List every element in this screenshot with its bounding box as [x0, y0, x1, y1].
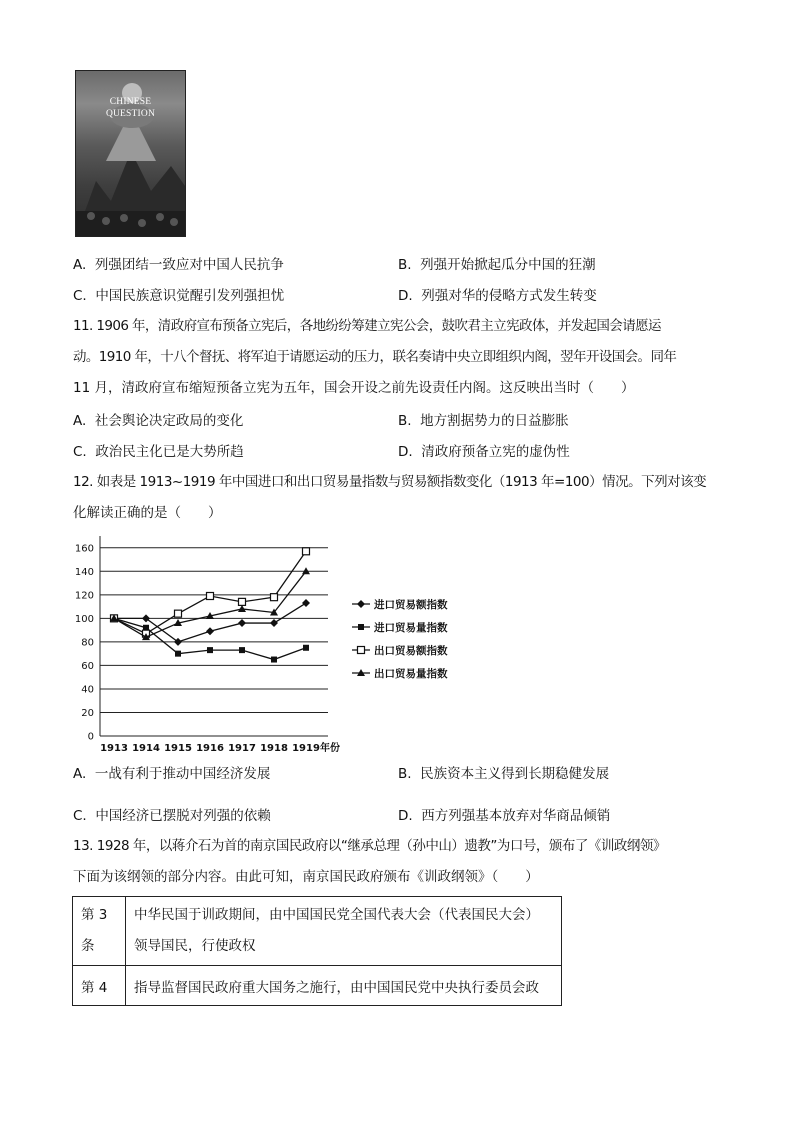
poster-caption-line-1: CHINESE [109, 97, 152, 107]
data-point [270, 619, 278, 627]
article-text-cell [126, 897, 562, 966]
y-tick-label: 0 [87, 731, 94, 743]
x-tick-label: 1916 [196, 743, 224, 754]
option-text: 列强对华的侵略方式发生转变 [421, 288, 597, 304]
legend-label: 出口贸易量指数 [374, 668, 448, 680]
data-point [271, 657, 277, 663]
q13-line-2: 下面为该纲领的部分内容。由此可知，南京国民政府颁布《训政纲领》（ ） [73, 869, 539, 885]
data-point [175, 610, 182, 617]
legend-label: 出口贸易额指数 [374, 645, 448, 657]
table-row [73, 897, 562, 966]
q13-stem [73, 831, 733, 893]
article-text-line: 中华民国于训政期间，由中国国民党全国代表大会（代表国民大会） [134, 907, 539, 923]
q12-line-1: 12. 如表是 1913~1919 年中国进口和出口贸易量指数与贸易额指数变化（1913 年=100）情况。下列对该变 [73, 474, 707, 490]
legend-marker [358, 624, 364, 630]
article-number-cell [73, 897, 126, 966]
article-number-line: 条 [81, 938, 95, 954]
article-text-line: 领导国民，行使政权 [134, 938, 256, 954]
y-tick-label: 140 [74, 566, 94, 578]
q11-option-d[interactable] [398, 443, 570, 461]
option-text: 政治民主化已是大势所趋 [95, 444, 244, 460]
y-tick-label: 80 [81, 637, 94, 649]
q10-option-b[interactable] [398, 256, 596, 274]
q13-line-1: 13. 1928 年，以蒋介石为首的南京国民政府以“继承总理（孙中山）遗教”为口号，颁布了《训政纲领》 [73, 838, 666, 854]
q12-option-b[interactable] [398, 765, 609, 783]
data-point [239, 598, 246, 605]
q12-option-a[interactable] [73, 765, 270, 783]
y-tick-label: 20 [81, 707, 94, 719]
option-label: D. [398, 808, 413, 824]
x-tick-label: 1917 [228, 743, 256, 754]
data-point [239, 647, 245, 653]
y-tick-label: 120 [74, 590, 94, 602]
legend-label: 进口贸易量指数 [374, 622, 448, 634]
option-label: B. [398, 257, 412, 273]
q10-option-c[interactable] [73, 287, 284, 305]
q11-option-c[interactable] [73, 443, 244, 461]
q11-option-a[interactable] [73, 412, 243, 430]
x-tick-label: 1918 [260, 743, 288, 754]
q11-line-1: 11. 1906 年，清政府宣布预备立宪后，各地纷纷筹建立宪公会，鼓吹君主立宪政体，并发起国会请愿运 [73, 318, 661, 334]
y-tick-label: 60 [81, 660, 94, 672]
q10-option-a[interactable] [73, 256, 284, 274]
option-text: 中国经济已摆脱对列强的依赖 [95, 808, 271, 824]
option-label: C. [73, 444, 87, 460]
q12-stem [73, 467, 733, 529]
option-text: 社会舆论决定政局的变化 [94, 413, 244, 429]
data-point [271, 594, 278, 601]
data-point [207, 647, 213, 653]
q11-line-2: 动。1910 年，十八个督抚、将军迫于请愿运动的压力，联名奏请中央立即组织内阁，翌年开设国会。同年 [73, 349, 677, 365]
q12-option-d[interactable] [398, 807, 610, 825]
legend-label: 进口贸易额指数 [374, 599, 448, 611]
option-label: C. [73, 808, 87, 824]
option-text: 民族资本主义得到长期稳健发展 [420, 766, 610, 782]
y-tick-label: 40 [81, 684, 94, 696]
legend-marker [358, 647, 365, 654]
option-text: 中国民族意识觉醒引发列强担忧 [95, 288, 285, 304]
option-text: 一战有利于推动中国经济发展 [94, 766, 271, 782]
option-label: B. [398, 413, 412, 429]
q11-stem [73, 311, 733, 404]
x-tick-label: 1919 [292, 743, 320, 754]
table-row [73, 966, 562, 1006]
option-text: 列强团结一致应对中国人民抗争 [94, 257, 284, 273]
x-tick-label: 1914 [132, 743, 160, 754]
data-point [207, 593, 214, 600]
x-tick-label: 1915 [164, 743, 192, 754]
article-number-line: 第 4 [81, 979, 108, 996]
option-label: A. [73, 257, 87, 273]
legend-marker [357, 600, 365, 608]
option-text: 地方割据势力的日益膨胀 [420, 413, 569, 429]
data-point [175, 651, 181, 657]
y-tick-label: 160 [74, 543, 94, 555]
outline-articles-table [72, 896, 562, 1006]
data-point [238, 605, 246, 612]
option-label: A. [73, 766, 87, 782]
y-tick-label: 100 [74, 613, 94, 625]
x-axis-unit: 年份 [320, 743, 340, 754]
option-text: 西方列强基本放弃对华商品倾销 [421, 808, 611, 824]
trade-index-chart [72, 530, 472, 760]
option-text: 列强开始掀起瓜分中国的狂潮 [420, 257, 596, 273]
option-text: 清政府预备立宪的虚伪性 [421, 444, 570, 460]
option-label: D. [398, 288, 413, 304]
option-label: D. [398, 444, 413, 460]
option-label: C. [73, 288, 87, 304]
article-number-cell [73, 966, 126, 1006]
data-point [302, 599, 310, 607]
data-point [238, 619, 246, 627]
option-label: B. [398, 766, 412, 782]
q12-line-2: 化解读正确的是（ ） [73, 505, 222, 521]
poster-caption-line-2: QUESTION [105, 109, 156, 119]
article-number-line: 第 3 [81, 907, 108, 923]
x-tick-label: 1913 [100, 743, 128, 754]
article-text-cell [126, 966, 562, 1006]
data-point [303, 645, 309, 651]
q12-option-c[interactable] [73, 807, 271, 825]
article-text-line: 指导监督国民政府重大国务之施行，由中国国民党中央执行委员会政 [134, 979, 539, 996]
chinese-question-poster [75, 70, 186, 237]
q11-line-3: 11 月，清政府宣布缩短预备立宪为五年，国会开设之前先设责任内阁。这反映出当时（ ） [73, 380, 635, 396]
option-label: A. [73, 413, 87, 429]
poster-illustration [76, 71, 185, 236]
data-point [303, 548, 310, 555]
data-point [206, 627, 214, 635]
q11-option-b[interactable] [398, 412, 569, 430]
q10-option-d[interactable] [398, 287, 597, 305]
